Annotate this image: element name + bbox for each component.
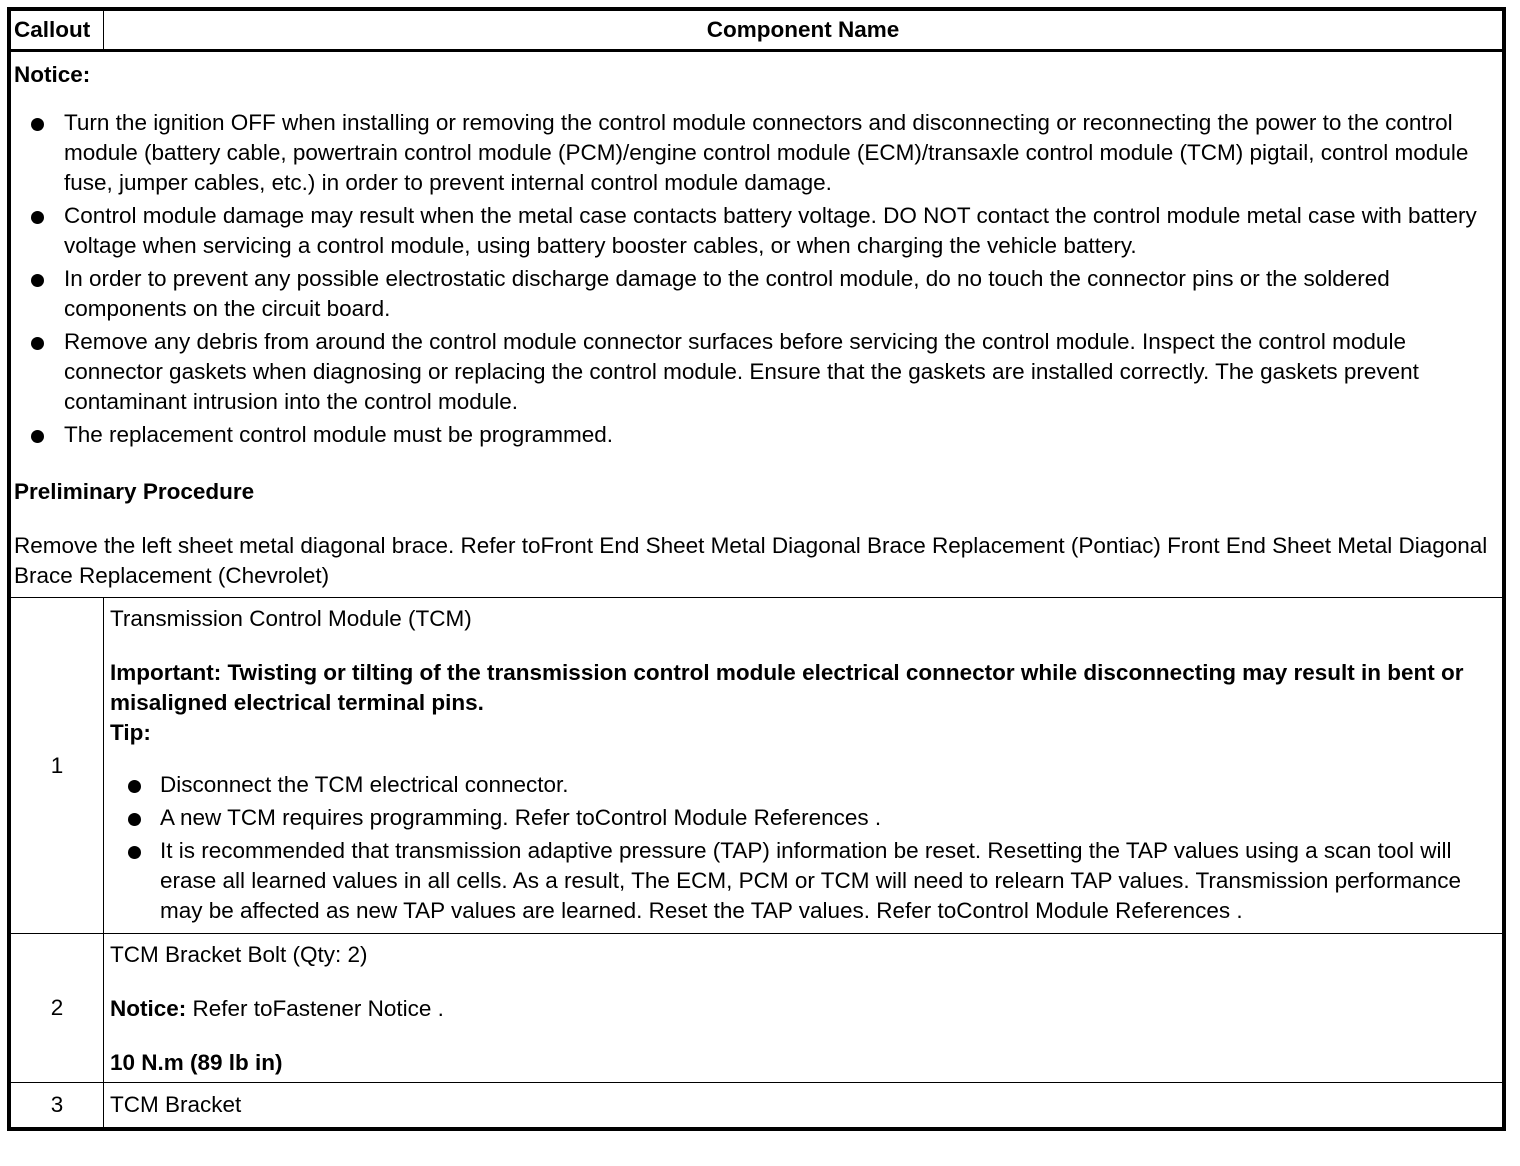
tip-label: Tip: [110, 720, 151, 745]
tip-item: A new TCM requires programming. Refer toControl Module References . [110, 803, 1494, 833]
notice-item: Remove any debris from around the control module connector surfaces before servicing the control module. Inspect the control module connector gaskets when diagnosing or replacing the control module. Ensure that the gaskets are installed correctly. The gaskets prevent contaminant intrusion into the control module. [14, 327, 1498, 417]
notice-cell [11, 51, 1503, 598]
component-name: TCM Bracket Bolt (Qty: 2) [110, 942, 368, 967]
component-name: Transmission Control Module (TCM) [110, 606, 472, 631]
component-cell [104, 1083, 1503, 1128]
notice-item: In order to prevent any possible electrostatic discharge damage to the control module, do no touch the connector pins or the soldered components on the circuit board. [14, 264, 1498, 324]
notice-item: Control module damage may result when the metal case contacts battery voltage. DO NOT contact the control module metal case with battery voltage when servicing a control module, using battery booster cables, or when charging the vehicle battery. [14, 201, 1498, 261]
component-name-header: Component Name [104, 11, 1503, 51]
component-cell [104, 934, 1503, 1083]
component-table-sheet [7, 7, 1506, 1131]
notice-list [14, 108, 1498, 450]
callout-number: 1 [11, 598, 104, 934]
component-table [10, 10, 1503, 1128]
table-row [11, 1083, 1503, 1128]
notice-label: Notice: [110, 996, 187, 1021]
notice-item: The replacement control module must be programmed. [14, 420, 1498, 450]
component-name: TCM Bracket [110, 1092, 242, 1117]
notice-item: Turn the ignition OFF when installing or removing the control module connectors and disconnecting or reconnecting the power to the control module (battery cable, powertrain control module (PCM)/engine control module (ECM)/transaxle control module (TCM) pigtail, control module fuse, jumper cables, etc.) in order to prevent internal control module damage. [14, 108, 1498, 198]
preliminary-title: Preliminary Procedure [14, 479, 255, 504]
notice-line [110, 994, 1494, 1024]
callout-header: Callout [11, 11, 104, 51]
tip-item: Disconnect the TCM electrical connector. [110, 770, 1494, 800]
torque-spec: 10 N.m (89 lb in) [110, 1050, 283, 1075]
callout-number: 2 [11, 934, 104, 1083]
preliminary-text: Remove the left sheet metal diagonal brace. Refer toFront End Sheet Metal Diagonal Brace Replacement (Pontiac) Front End Sheet Metal Diagonal Brace Replacement (Chevrolet) [14, 533, 1488, 588]
tip-list [110, 770, 1494, 926]
callout-number: 3 [11, 1083, 104, 1128]
notice-title: Notice: [14, 62, 91, 87]
table-row [11, 598, 1503, 934]
tip-item: It is recommended that transmission adaptive pressure (TAP) information be reset. Resetting the TAP values using a scan tool will erase all learned values in all cells. As a result, The ECM, PCM or TCM will need to relearn TAP values. Transmission performance may be affected as new TAP values are learned. Reset the TAP values. Refer toControl Module References . [110, 836, 1494, 926]
header-row [11, 11, 1503, 51]
notice-text: Refer toFastener Notice . [186, 996, 444, 1021]
important-text: Important: Twisting or tilting of the transmission control module electrical connector while disconnecting may result in bent or misaligned electrical terminal pins. [110, 660, 1464, 715]
notice-row [11, 51, 1503, 598]
table-row [11, 934, 1503, 1083]
component-cell [104, 598, 1503, 934]
